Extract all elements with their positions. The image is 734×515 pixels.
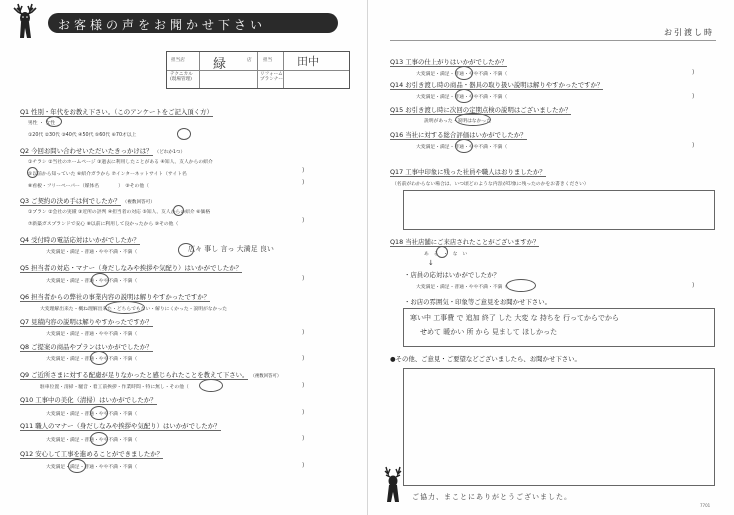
info-row-1 xyxy=(167,52,349,71)
question-q3: Q3 ご契約の決め手は何でしたか？ （複数回答可） xyxy=(20,197,155,205)
header-rule xyxy=(390,40,716,41)
close-paren: ) xyxy=(302,409,305,416)
other-comments-box[interactable] xyxy=(403,368,715,486)
close-paren: ) xyxy=(692,93,695,100)
question-q8: Q8 ご提案の商品やプランはいかがでしたか？ xyxy=(20,343,153,351)
label-person: 担当 xyxy=(263,58,273,63)
value-staff: 緑 xyxy=(213,57,227,72)
close-paren: ) xyxy=(692,282,695,289)
q11-options: 大変満足・満足・普通・やや不満・不満（ xyxy=(46,438,138,443)
deer-logo-icon xyxy=(378,464,412,504)
label-staff: 担当店 xyxy=(171,58,185,63)
q2-options-row1: ①チラシ ②当社のホームページ ③過去に利用したことがある ④知人、友人からの紹介 xyxy=(28,160,213,165)
right-header: お引渡し時 xyxy=(664,28,714,37)
answer-mark xyxy=(436,246,448,258)
q5-options: 大変満足・満足・普通・やや不満・不満（ xyxy=(46,279,138,284)
q2-options-row3: ⑧看板・フリーペーパー（媒体名 ） ⑨その他（ xyxy=(28,184,149,189)
q18b-handwritten-line1: 寒い中 工事費 で 追加 終了 した 大変 な 持ちを 行ってからでから xyxy=(410,314,619,322)
answer-mark xyxy=(105,301,145,314)
deer-logo-icon xyxy=(8,2,46,42)
value-person: 田中 xyxy=(297,55,319,68)
q16-options: 大変満足・満足・普通・やや不満・不満（ xyxy=(416,145,508,150)
q17-answer-box[interactable] xyxy=(403,190,715,230)
q18-options: あ る ・ な い xyxy=(424,252,468,257)
q7-options: 大変満足・満足・普通・やや不満・不満（ xyxy=(46,332,138,337)
q10-options: 大変満足・満足・普通・やや不満・不満（ xyxy=(46,412,138,417)
answer-mark xyxy=(90,351,108,365)
question-q18: Q18 当社店舗にご来店されたことがございますか？ xyxy=(390,238,540,246)
q3-options-row1: ①プラン ②会社の実績 ③近所の評判 ④担当者の対応 ⑤知人、友人からの紹介 ⑥価格 xyxy=(28,210,211,215)
close-paren: ) xyxy=(302,179,305,186)
other-comments-heading: ●その他、ご意見・ご要望などございましたら、お聞かせ下さい。 xyxy=(390,355,581,363)
answer-mark xyxy=(506,279,536,292)
question-q13: Q13 工事の仕上がりはいかがでしたか？ xyxy=(390,58,508,66)
answer-mark xyxy=(455,113,491,126)
q2-options-row2: ⑤以前から知っていた ⑥紹介ガラから ⑦インターネットサイト（サイト名 xyxy=(28,172,187,177)
page-divider xyxy=(367,0,368,515)
question-q18a: ・店員の応対はいかがでしたか？ xyxy=(404,271,500,279)
q4-handwritten-note: 広々 事し 言っ 大満足 良い xyxy=(188,245,274,253)
close-paren: ) xyxy=(692,142,695,149)
thank-you-message: ご協力、まことにありがとうございました。 xyxy=(412,493,572,501)
answer-mark xyxy=(27,167,38,178)
label-store: 店 xyxy=(247,58,252,63)
question-q4: Q4 受付時の電話応対はいかがでしたか？ xyxy=(20,236,140,244)
answer-mark xyxy=(173,205,184,216)
arrow-down-icon: ↓ xyxy=(428,259,434,267)
answer-mark xyxy=(68,459,86,473)
answer-mark xyxy=(199,379,223,392)
q6-options: 大変理解出来た・概ね理解出来た・どちらでもない・解りにくかった・説明がなかった xyxy=(40,307,228,312)
question-q1: Q1 性別・年代をお教え下さい。（このアンケートをご記入頂く方） xyxy=(20,108,213,116)
info-col-divider xyxy=(199,52,200,88)
q8-options: 大変満足・満足・普通・やや不満・不満（ xyxy=(46,357,138,362)
question-q9: Q9 ご近所さまに対する配慮が足りなかったと感じられたことを教えて下さい。 （複数回答可） xyxy=(20,371,282,379)
close-paren: ) xyxy=(302,167,305,174)
question-q15: Q15 お引き渡し時に次回の定期点検の説明はございましたか？ xyxy=(390,106,572,114)
q15-options: 説明があった・説明はなかった xyxy=(424,119,492,124)
q9-options: 駐車位置・清掃・騒音・着工前挨拶・作業時間・特に無し・その他（ xyxy=(40,385,189,390)
info-col-divider xyxy=(283,52,284,88)
q17-note: （名前がわからない場合は、いつ頃どのような内容が印象に残ったのかをお書きください） xyxy=(392,182,589,187)
q12-options: 大変満足・満足・普通・やや不満・不満（ xyxy=(46,465,138,470)
answer-mark xyxy=(455,139,473,153)
close-paren: ) xyxy=(302,382,305,389)
answer-mark xyxy=(90,432,108,446)
answer-mark xyxy=(455,89,473,103)
q18b-handwritten-line2: せめて 暖かい 所 から 見まして ほしかった xyxy=(420,328,558,336)
question-q14: Q14 お引き渡し時の商品・器具の取り扱い説明は解りやすかったですか？ xyxy=(390,81,604,89)
close-paren: ) xyxy=(692,69,695,76)
label-reform: リフォーム プランナー xyxy=(260,72,283,82)
q1-gender-options: 男性 ・ 女性 xyxy=(28,121,56,126)
question-q10: Q10 工事中の美化（清掃）はいかがでしたか？ xyxy=(20,396,157,404)
question-q6: Q6 担当者からの弊社の事業内容の説明は解りやすかったですか？ xyxy=(20,293,211,301)
question-q2: Q2 今回お問い合わせいただいたきっかけは？ （どれか1つ） xyxy=(20,147,186,155)
form-code: 7701 xyxy=(700,503,711,508)
q1-age-options: ①20代 ②30代 ③40代 ④50代 ⑤60代 ⑥70才以上 xyxy=(28,133,137,138)
q14-options: 大変満足・満足・普通・やや不満・不満（ xyxy=(416,95,508,100)
info-col-divider xyxy=(257,52,258,88)
close-paren: ) xyxy=(302,275,305,282)
question-q16: Q16 当社に対する総合評価はいかがでしたか？ xyxy=(390,131,527,139)
q4-options: 大変満足・満足・普通・やや不満・不満（ xyxy=(46,250,138,255)
answer-mark xyxy=(46,116,62,127)
question-q12: Q12 安心して工事を進めることができましたか？ xyxy=(20,450,164,458)
question-q5: Q5 担当者の対応・マナー（身だしなみや挨拶や気配り）はいかがでしたか？ xyxy=(20,264,243,272)
q13-options: 大変満足・満足・普通・やや不満・不満（ xyxy=(416,72,508,77)
label-technical: テクニカル (現場管理) xyxy=(170,72,193,82)
close-paren: ) xyxy=(302,217,305,224)
question-q7: Q7 見積内容の説明は解りやすかったですか？ xyxy=(20,318,153,326)
close-paren: ) xyxy=(302,462,305,469)
question-q17: Q17 工事中印象に残った社員や職人はおりましたか？ xyxy=(390,168,546,176)
close-paren: ) xyxy=(302,435,305,442)
answer-mark xyxy=(177,128,191,140)
question-q18b: ・お店の雰囲気・印象等ご意見をお聞かせ下さい。 xyxy=(404,298,551,306)
question-q11: Q11 職人のマナー（身だしなみや挨拶や気配り）はいかがでしたか？ xyxy=(20,422,221,430)
answer-mark xyxy=(91,273,109,287)
q3-options-row2: ⑦新築ガスプランドで安心 ⑧以前に利用して良かったから ⑨その他（ xyxy=(28,222,179,227)
q18a-options: 大変満足・満足・普通・やや不満・不満（ xyxy=(416,285,508,290)
staff-info-box xyxy=(166,51,350,89)
answer-mark xyxy=(455,66,473,80)
close-paren: ) xyxy=(302,329,305,336)
answer-mark xyxy=(90,406,108,420)
close-paren: ) xyxy=(302,355,305,362)
page-title: お客様の声をお聞かせ下さい xyxy=(58,18,267,32)
